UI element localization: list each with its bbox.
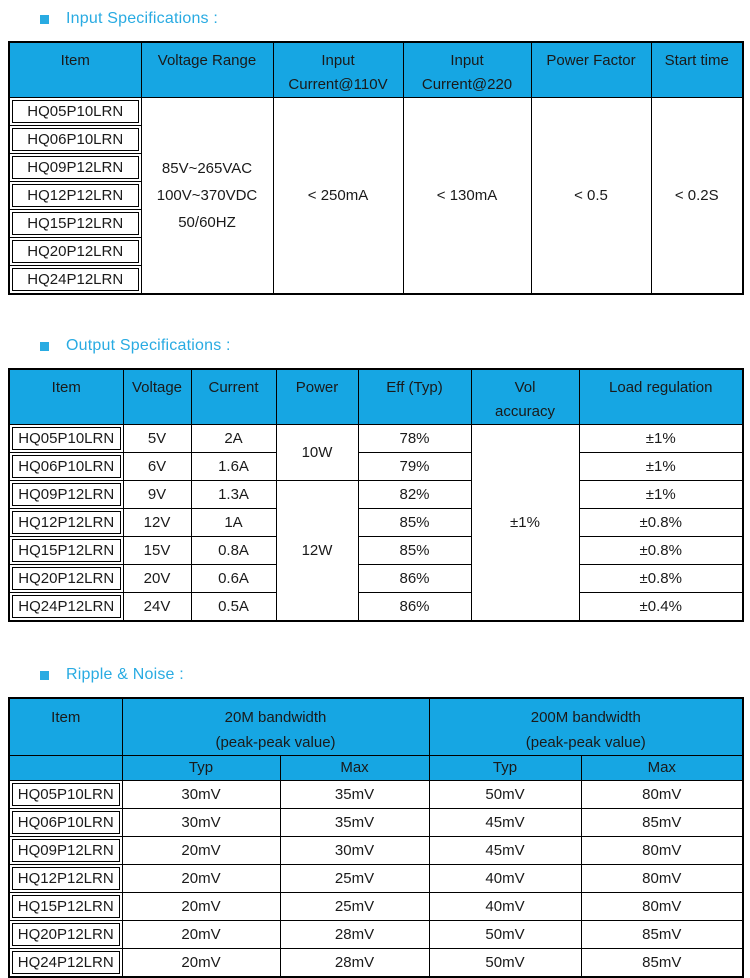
header-line: (peak-peak value) (215, 734, 336, 751)
header-line: 20M bandwidth (224, 709, 327, 726)
header-power: Power (276, 369, 358, 425)
item-cell (9, 453, 123, 481)
header-line: accuracy (494, 403, 556, 420)
header-typ-20m: Typ (122, 756, 280, 781)
item-label: HQ24P12LRN (12, 951, 120, 974)
max-20m-cell: 25mV (280, 893, 429, 921)
item-label: HQ15P12LRN (12, 539, 121, 562)
item-cell (9, 565, 123, 593)
vol-accuracy-cell: ±1% (471, 425, 579, 622)
voltage-cell: 15V (123, 537, 191, 565)
item-label: HQ05P10LRN (12, 100, 139, 123)
voltage-cell: 24V (123, 593, 191, 622)
max-200m-cell: 85mV (581, 949, 743, 978)
item-cell (9, 949, 122, 978)
ripple-noise-title-row (40, 666, 742, 684)
header-line: Input (450, 52, 484, 69)
typ-200m-cell: 50mV (429, 921, 581, 949)
item-cell (9, 126, 141, 154)
item-label: HQ15P12LRN (12, 212, 139, 235)
header-typ-200m: Typ (429, 756, 581, 781)
typ-20m-cell: 20mV (122, 837, 280, 865)
input-current-110-cell: < 250mA (273, 98, 403, 295)
section-title: Ripple & Noise : (66, 666, 184, 683)
eff-cell: 86% (358, 593, 471, 622)
header-load-regulation: Load regulation (579, 369, 743, 425)
load-regulation-cell: ±0.8% (579, 565, 743, 593)
typ-200m-cell: 40mV (429, 893, 581, 921)
header-power-factor: Power Factor (531, 42, 651, 98)
table-row (9, 593, 743, 622)
item-label: HQ09P12LRN (12, 483, 121, 506)
output-spec-section (8, 337, 742, 622)
header-vol-accuracy (471, 369, 579, 425)
header-line: Vol (514, 379, 536, 396)
item-label: HQ06P10LRN (12, 455, 121, 478)
header-eff-typ: Eff (Typ) (358, 369, 471, 425)
section-title: Input Specifications : (66, 10, 219, 27)
table-row (9, 565, 743, 593)
section-title: Output Specifications : (66, 337, 231, 354)
max-200m-cell: 80mV (581, 865, 743, 893)
header-line: (peak-peak value) (525, 734, 646, 751)
item-label: HQ15P12LRN (12, 895, 120, 918)
input-spec-header (9, 42, 743, 98)
item-label: HQ06P10LRN (12, 128, 139, 151)
header-max-20m: Max (280, 756, 429, 781)
load-regulation-cell: ±0.8% (579, 537, 743, 565)
item-label: HQ20P12LRN (12, 240, 139, 263)
voltage-cell: 20V (123, 565, 191, 593)
typ-20m-cell: 20mV (122, 949, 280, 978)
current-cell: 1A (191, 509, 276, 537)
item-cell (9, 593, 123, 622)
table-row (9, 893, 743, 921)
table-header-row (9, 42, 743, 98)
power-cell: 10W (276, 425, 358, 481)
table-subheader-row (9, 756, 743, 781)
max-20m-cell: 25mV (280, 865, 429, 893)
eff-cell: 78% (358, 425, 471, 453)
item-label: HQ12P12LRN (12, 511, 121, 534)
current-cell: 0.6A (191, 565, 276, 593)
typ-20m-cell: 30mV (122, 781, 280, 809)
item-label: HQ20P12LRN (12, 923, 120, 946)
header-input-current-110 (273, 42, 403, 98)
voltage-cell: 12V (123, 509, 191, 537)
output-spec-title-row (40, 337, 742, 355)
output-spec-table (8, 368, 744, 622)
item-label: HQ12P12LRN (12, 184, 139, 207)
item-cell (9, 781, 122, 809)
power-factor-cell: < 0.5 (531, 98, 651, 295)
table-row (9, 949, 743, 978)
voltage-range-line: 100V~370VDC (156, 187, 258, 204)
header-200m-bandwidth (429, 698, 743, 756)
item-cell (9, 182, 141, 210)
table-header-row (9, 369, 743, 425)
table-row (9, 98, 743, 126)
bullet-square-icon (40, 671, 49, 680)
input-spec-section (8, 10, 742, 295)
item-cell (9, 537, 123, 565)
eff-cell: 86% (358, 565, 471, 593)
item-cell (9, 266, 141, 295)
max-200m-cell: 80mV (581, 837, 743, 865)
input-spec-title-row (40, 10, 742, 28)
load-regulation-cell: ±1% (579, 425, 743, 453)
header-item: Item (9, 42, 141, 98)
current-cell: 1.6A (191, 453, 276, 481)
item-label: HQ24P12LRN (12, 595, 121, 618)
header-20m-bandwidth (122, 698, 429, 756)
item-label: HQ12P12LRN (12, 867, 120, 890)
item-label: HQ06P10LRN (12, 811, 120, 834)
current-cell: 2A (191, 425, 276, 453)
header-item-spacer (9, 756, 122, 781)
output-spec-body (9, 425, 743, 622)
max-200m-cell: 85mV (581, 809, 743, 837)
item-label: HQ09P12LRN (12, 839, 120, 862)
table-row (9, 781, 743, 809)
load-regulation-cell: ±0.4% (579, 593, 743, 622)
table-row (9, 509, 743, 537)
bullet-square-icon (40, 342, 49, 351)
voltage-cell: 6V (123, 453, 191, 481)
voltage-range-line: 50/60HZ (178, 214, 236, 231)
header-current: Current (191, 369, 276, 425)
typ-200m-cell: 50mV (429, 781, 581, 809)
current-cell: 0.5A (191, 593, 276, 622)
table-row (9, 865, 743, 893)
power-cell: 12W (276, 481, 358, 622)
item-cell (9, 210, 141, 238)
eff-cell: 82% (358, 481, 471, 509)
header-voltage-range: Voltage Range (141, 42, 273, 98)
load-regulation-cell: ±1% (579, 453, 743, 481)
current-cell: 0.8A (191, 537, 276, 565)
ripple-noise-body (9, 781, 743, 978)
item-label: HQ05P10LRN (12, 427, 121, 450)
table-row (9, 809, 743, 837)
item-cell (9, 509, 123, 537)
item-cell (9, 837, 122, 865)
header-line: 200M bandwidth (530, 709, 641, 726)
header-item: Item (9, 698, 122, 756)
header-voltage: Voltage (123, 369, 191, 425)
max-20m-cell: 35mV (280, 781, 429, 809)
input-spec-table (8, 41, 744, 295)
output-spec-header (9, 369, 743, 425)
max-200m-cell: 80mV (581, 781, 743, 809)
voltage-cell: 5V (123, 425, 191, 453)
ripple-noise-section (8, 666, 742, 978)
load-regulation-cell: ±1% (579, 481, 743, 509)
header-line: Current@110V (288, 76, 388, 93)
item-cell (9, 921, 122, 949)
table-row (9, 481, 743, 509)
header-start-time: Start time (651, 42, 743, 98)
item-cell (9, 481, 123, 509)
item-cell (9, 238, 141, 266)
max-20m-cell: 35mV (280, 809, 429, 837)
eff-cell: 85% (358, 509, 471, 537)
table-row (9, 453, 743, 481)
typ-200m-cell: 45mV (429, 809, 581, 837)
typ-200m-cell: 45mV (429, 837, 581, 865)
item-label: HQ09P12LRN (12, 156, 139, 179)
typ-20m-cell: 20mV (122, 921, 280, 949)
ripple-noise-header (9, 698, 743, 781)
typ-20m-cell: 20mV (122, 893, 280, 921)
start-time-cell: < 0.2S (651, 98, 743, 295)
item-label: HQ05P10LRN (12, 783, 120, 806)
max-20m-cell: 28mV (280, 949, 429, 978)
header-item: Item (9, 369, 123, 425)
item-label: HQ24P12LRN (12, 268, 139, 291)
typ-200m-cell: 40mV (429, 865, 581, 893)
typ-20m-cell: 30mV (122, 809, 280, 837)
header-line: Current@220 (421, 76, 513, 93)
eff-cell: 79% (358, 453, 471, 481)
header-max-200m: Max (581, 756, 743, 781)
max-20m-cell: 28mV (280, 921, 429, 949)
item-cell (9, 865, 122, 893)
item-cell (9, 425, 123, 453)
max-200m-cell: 85mV (581, 921, 743, 949)
header-line: Input (321, 52, 355, 69)
item-cell (9, 154, 141, 182)
ripple-noise-table (8, 697, 744, 978)
load-regulation-cell: ±0.8% (579, 509, 743, 537)
voltage-cell: 9V (123, 481, 191, 509)
max-20m-cell: 30mV (280, 837, 429, 865)
eff-cell: 85% (358, 537, 471, 565)
table-row (9, 537, 743, 565)
voltage-range-line: 85V~265VAC (161, 160, 253, 177)
table-row (9, 425, 743, 453)
header-input-current-220 (403, 42, 531, 98)
voltage-range-cell (141, 98, 273, 295)
item-cell (9, 893, 122, 921)
bullet-square-icon (40, 15, 49, 24)
typ-20m-cell: 20mV (122, 865, 280, 893)
datasheet-page (0, 10, 750, 978)
max-200m-cell: 80mV (581, 893, 743, 921)
item-label: HQ20P12LRN (12, 567, 121, 590)
table-header-row (9, 698, 743, 756)
input-spec-body (9, 98, 743, 295)
item-cell (9, 98, 141, 126)
table-row (9, 837, 743, 865)
table-row (9, 921, 743, 949)
item-cell (9, 809, 122, 837)
input-current-220-cell: < 130mA (403, 98, 531, 295)
current-cell: 1.3A (191, 481, 276, 509)
typ-200m-cell: 50mV (429, 949, 581, 978)
